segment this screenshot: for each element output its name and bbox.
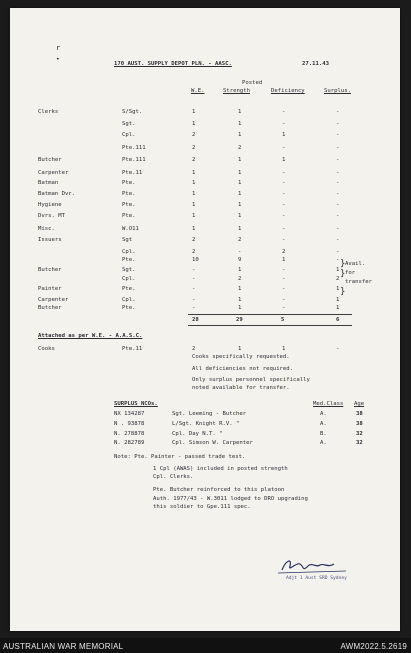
nco-cell-number: NX 134287 <box>114 411 145 417</box>
table-cell-sur: 1 <box>336 267 340 273</box>
table-cell-we: - <box>192 297 196 303</box>
attached-note: noted available for transfer. <box>192 385 290 391</box>
table-cell-sur: - <box>336 121 340 127</box>
attached-posted: 1 <box>238 346 242 352</box>
attached-trade: Cooks <box>38 346 55 352</box>
table-cell-trade: Painter <box>38 286 62 292</box>
table-cell-rank: W.O11 <box>122 226 139 232</box>
table-cell-trade: Issuers <box>38 237 62 243</box>
table-cell-def: - <box>282 305 286 311</box>
table-cell-def: 1 <box>282 257 286 263</box>
attached-note: Cooks specifically requested. <box>192 354 290 360</box>
col-header-surplus: Surplus. <box>324 88 351 94</box>
table-cell-rank: Pte. <box>122 286 136 292</box>
total-we: 28 <box>192 317 199 323</box>
table-cell-sur: - <box>336 213 340 219</box>
nco-cell-desc: Cpl. Day N.T. " <box>172 431 223 437</box>
table-cell-sur: - <box>336 157 340 163</box>
table-cell-we: - <box>192 267 196 273</box>
nco-cell-number: N. 278878 <box>114 431 145 437</box>
table-cell-posted: 1 <box>238 305 242 311</box>
table-cell-trade: Butcher <box>38 157 62 163</box>
nco-cell-med: A. <box>320 411 327 417</box>
table-cell-def: 1 <box>282 132 286 138</box>
table-cell-trade: Batman <box>38 180 59 186</box>
table-cell-posted: 2 <box>238 276 242 282</box>
table-cell-posted: 1 <box>238 286 242 292</box>
table-cell-sur: - <box>336 249 340 255</box>
table-cell-def: - <box>282 109 286 115</box>
table-cell-trade: Hygiene <box>38 202 62 208</box>
table-cell-rank: Cpl. <box>122 249 136 255</box>
table-cell-trade: Carpenter <box>38 170 69 176</box>
table-cell-def: - <box>282 213 286 219</box>
table-cell-posted: 1 <box>238 157 242 163</box>
table-cell-trade: Clerks <box>38 109 59 115</box>
table-cell-we: - <box>192 286 196 292</box>
signature-stamp: Adjt 1 Aust SRD Sydney <box>286 576 347 581</box>
nco-cell-med: A. <box>320 421 327 427</box>
table-cell-rank: Pte. <box>122 180 136 186</box>
note-line: Auth. 1977/43 - W.3011 lodged to DRO upgrading <box>153 496 308 502</box>
table-cell-rank: Pte.111 <box>122 157 146 163</box>
signature-scrawl <box>276 556 366 578</box>
table-cell-rank: Pte.11 <box>122 170 143 176</box>
table-cell-posted: 1 <box>238 226 242 232</box>
table-cell-we: 2 <box>192 157 196 163</box>
note-line: Cpl. Clerks. <box>153 474 194 480</box>
attached-deficiency: 1 <box>282 346 286 352</box>
footer-band <box>0 638 411 653</box>
table-cell-def: - <box>282 170 286 176</box>
attached-heading: Attached as per W.E. - A.A.S.C. <box>38 333 143 339</box>
col-header-deficiency: Deficiency <box>271 88 305 94</box>
attached-note: All deficiencies not required. <box>192 366 294 372</box>
document-title: 170 AUST. SUPPLY DEPOT PLN. - AASC. <box>114 61 232 67</box>
table-cell-trade: Misc. <box>38 226 55 232</box>
table-cell-we: 1 <box>192 121 196 127</box>
table-cell-we: 1 <box>192 170 196 176</box>
table-cell-we: 1 <box>192 226 196 232</box>
signature <box>276 556 366 582</box>
table-cell-trade: Dvrs. MT <box>38 213 65 219</box>
nco-cell-med: B. <box>320 431 327 437</box>
table-cell-rank: Cpl. <box>122 297 136 303</box>
table-cell-posted: 2 <box>238 237 242 243</box>
bracket-note-1: Avail. <box>345 261 366 267</box>
table-cell-rank: Pte. <box>122 305 136 311</box>
table-cell-sur: - <box>336 257 340 263</box>
table-cell-rank: S/Sgt. <box>122 109 143 115</box>
table-cell-sur: 2 <box>336 276 340 282</box>
nco-cell-desc: Cpl. Simson W. Carpenter <box>172 440 253 446</box>
bracket: } <box>340 259 346 269</box>
table-cell-trade: Butcher <box>38 267 62 273</box>
table-cell-rank: Pte. <box>122 191 136 197</box>
table-cell-def: - <box>282 121 286 127</box>
nco-cell-age: 38 <box>356 411 363 417</box>
table-cell-sur: - <box>336 202 340 208</box>
note-line: Note: Pte. Painter - passed trade test. <box>114 454 246 460</box>
surplus-col-age: Age <box>354 401 365 407</box>
total-surplus: 6 <box>336 317 340 323</box>
table-cell-posted: 1 <box>238 267 242 273</box>
table-cell-def: - <box>282 286 286 292</box>
table-cell-rank: Sgt. <box>122 267 136 273</box>
table-cell-posted: 2 <box>238 145 242 151</box>
bracket: } <box>340 287 346 297</box>
totals-rule-bottom <box>188 325 352 326</box>
table-cell-sur: 1 <box>336 297 340 303</box>
nco-cell-age: 38 <box>356 421 363 427</box>
table-cell-trade: Carpenter <box>38 297 69 303</box>
table-cell-posted: - <box>238 249 242 255</box>
table-cell-sur: 1 <box>336 305 340 311</box>
table-cell-rank: Sgt. <box>122 121 136 127</box>
table-cell-rank: Cpl. <box>122 132 136 138</box>
nco-cell-age: 32 <box>356 431 363 437</box>
table-cell-rank: Cpl. <box>122 276 136 282</box>
col-header-we: W.E. <box>191 88 205 94</box>
table-cell-sur: - <box>336 191 340 197</box>
surplus-col-medclass: Med.Class <box>313 401 344 407</box>
total-deficiency: 5 <box>281 317 285 323</box>
punch-dot: • <box>56 56 60 63</box>
total-posted: 29 <box>236 317 243 323</box>
table-cell-def: - <box>282 202 286 208</box>
table-cell-posted: 1 <box>238 191 242 197</box>
table-cell-sur: - <box>336 170 340 176</box>
totals-rule-top <box>188 314 352 315</box>
punch-mark: r <box>56 44 61 52</box>
table-cell-sur: - <box>336 237 340 243</box>
table-cell-sur: 1 <box>336 286 340 292</box>
attached-note: Only surplus personnel specifically <box>192 377 310 383</box>
table-cell-sur: - <box>336 132 340 138</box>
table-cell-we: - <box>192 276 196 282</box>
table-cell-we: 1 <box>192 213 196 219</box>
table-cell-we: 2 <box>192 237 196 243</box>
table-cell-def: - <box>282 191 286 197</box>
table-cell-we: 10 <box>192 257 199 263</box>
table-cell-posted: 1 <box>238 202 242 208</box>
table-cell-posted: 1 <box>238 109 242 115</box>
table-cell-def: - <box>282 276 286 282</box>
table-cell-posted: 9 <box>238 257 242 263</box>
table-cell-rank: Pte. <box>122 202 136 208</box>
footer-institution: AUSTRALIAN WAR MEMORIAL <box>3 642 124 651</box>
table-cell-posted: 1 <box>238 213 242 219</box>
nco-cell-med: A. <box>320 440 327 446</box>
table-cell-sur: - <box>336 180 340 186</box>
table-cell-def: 2 <box>282 249 286 255</box>
table-cell-def: - <box>282 237 286 243</box>
bracket: } <box>340 269 346 279</box>
document-date: 27.11.43 <box>302 61 329 67</box>
bracket-note-3: transfer <box>345 279 372 285</box>
col-header-posted-top: Posted <box>242 80 263 86</box>
table-cell-we: 1 <box>192 202 196 208</box>
table-cell-posted: 1 <box>238 297 242 303</box>
table-cell-we: 2 <box>192 249 196 255</box>
attached-surplus: - <box>336 346 340 352</box>
note-line: Pte. Butcher reinforced to this platoon <box>153 487 285 493</box>
table-cell-rank: Pte. <box>122 213 136 219</box>
table-cell-rank: Pte.111 <box>122 145 146 151</box>
bracket-note-2: for <box>345 270 356 276</box>
nco-cell-number: N. 282789 <box>114 440 145 446</box>
document-page <box>10 8 400 631</box>
table-cell-def: - <box>282 226 286 232</box>
surplus-heading: SURPLUS NCOs. <box>114 401 158 407</box>
attached-rank: Pte.11 <box>122 346 143 352</box>
table-cell-we: 1 <box>192 109 196 115</box>
table-cell-def: - <box>282 297 286 303</box>
table-cell-we: 1 <box>192 191 196 197</box>
note-line: 1 Cpl (AWAS) included in posted strength <box>153 466 288 472</box>
table-cell-posted: 1 <box>238 180 242 186</box>
table-cell-we: 1 <box>192 180 196 186</box>
table-cell-we: 2 <box>192 132 196 138</box>
table-cell-def: - <box>282 145 286 151</box>
table-cell-posted: 1 <box>238 121 242 127</box>
table-cell-sur: - <box>336 226 340 232</box>
table-cell-rank: Sgt <box>122 237 133 243</box>
col-header-strength: Strength <box>223 88 250 94</box>
table-cell-def: 1 <box>282 157 286 163</box>
table-cell-sur: - <box>336 145 340 151</box>
table-cell-trade: Batman Dvr. <box>38 191 76 197</box>
table-cell-def: - <box>282 180 286 186</box>
table-cell-posted: 1 <box>238 132 242 138</box>
table-cell-sur: - <box>336 109 340 115</box>
table-cell-we: 2 <box>192 145 196 151</box>
table-cell-we: - <box>192 305 196 311</box>
attached-we: 2 <box>192 346 196 352</box>
table-cell-def: - <box>282 267 286 273</box>
nco-cell-desc: Sgt. Leeming - Butcher <box>172 411 247 417</box>
footer-accession: AWM2022.5.2619 <box>340 642 407 651</box>
table-cell-posted: 1 <box>238 170 242 176</box>
nco-cell-number: N . 93878 <box>114 421 145 427</box>
table-cell-trade: Butcher <box>38 305 62 311</box>
table-cell-rank: Pte. <box>122 257 136 263</box>
note-line: this soldier to Gpe.111 spec. <box>153 504 251 510</box>
nco-cell-age: 32 <box>356 440 363 446</box>
nco-cell-desc: L/Sgt. Knight R.V. " <box>172 421 240 427</box>
